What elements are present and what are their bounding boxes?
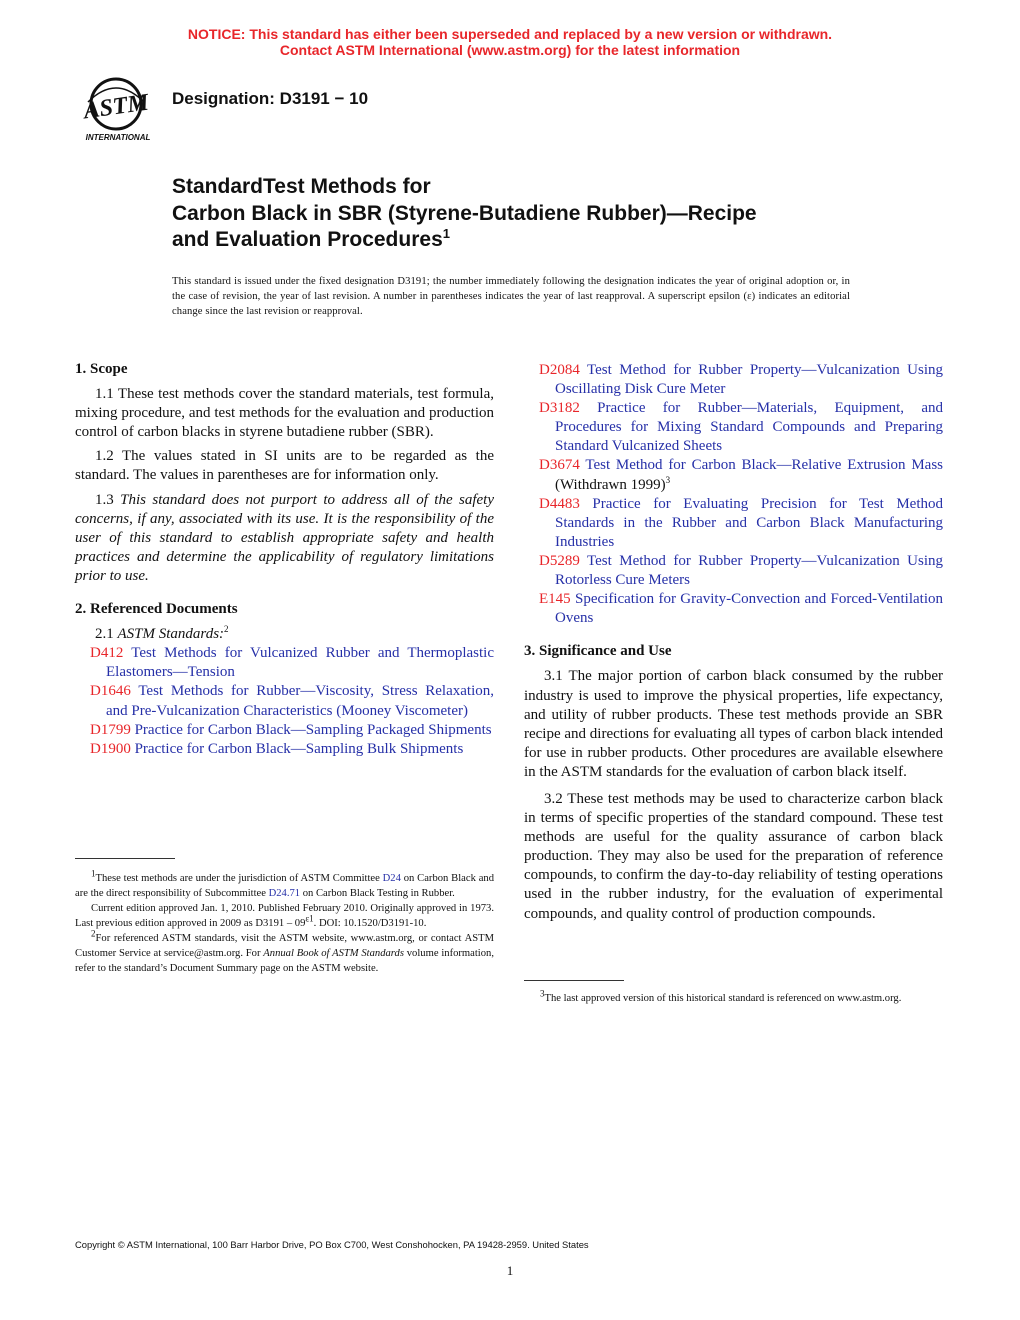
- title-line-3: [172, 227, 872, 254]
- left-column: [75, 360, 494, 759]
- withdrawal-notice: [0, 26, 1020, 58]
- scope-1-1: 1.1 These test methods cover the standard materials, test formula, mixing procedure, and test methods for the evaluation and production control of carbon blacks in styrene butadiene rubber (SBR).: [75, 386, 494, 441]
- significance-3-2: 3.2 These test methods may be used to characterize carbon black in terms of specific properties of the standard compound. These test methods are useful for the quality assurance of carbon black production. They may also be used for the preparation of reference compounds, to confirm the day-to-day reliability of testing operations used in the rubber industry, for the evaluation of experimental compounds, and quality control of production compounds.: [524, 790, 943, 922]
- ref-title[interactable]: Test Methods for Rubber—Viscosity, Stress Relaxation, and Pre-Vulcanization Characteristics (Mooney Viscometer): [106, 683, 494, 719]
- ref-code[interactable]: D3674: [539, 457, 580, 474]
- ref-title[interactable]: Practice for Evaluating Precision for Test Method Standards in the Rubber and Carbon Black Manufacturing Industries: [555, 495, 943, 550]
- notice-line-2: Contact ASTM International (www.astm.org) for the latest information: [279, 42, 741, 58]
- footnote-text: [524, 988, 943, 1006]
- document-title: [172, 174, 872, 254]
- page-number: 1: [506, 1263, 514, 1278]
- notice-line-1: NOTICE: This standard has either been superseded and replaced by a new version or withdrawn.: [187, 26, 833, 42]
- scope-1-3-num: 1.3: [95, 491, 114, 508]
- ref-code[interactable]: D4483: [539, 495, 580, 512]
- ref-item-d4483[interactable]: [524, 495, 943, 552]
- fn1-mark: 1: [91, 868, 96, 879]
- ref-item-d5289[interactable]: [524, 552, 943, 590]
- ref-withdrawn: (Withdrawn 1999): [555, 476, 666, 493]
- footnote-rule: [524, 980, 624, 981]
- issued-note: This standard is issued under the fixed designation D3191; the number immediately following the designation indicates the year of original adoption or, in the case of revision, the year of last revision. A number in parentheses indicates the year of last reapproval. A superscript epsilon (ε) indicates an editorial change since the last revision or reapproval.: [172, 276, 850, 317]
- footnote-rule: [75, 858, 175, 859]
- ref-title[interactable]: Specification for Gravity-Convection and Forced-Ventilation Ovens: [555, 591, 944, 627]
- fn2-a: For referenced ASTM standards, visit the ASTM website, www.astm.org, or contact ASTM Customer Service at service@astm.org. For: [75, 933, 494, 959]
- title-line-2: Carbon Black in SBR (Styrene-Butadiene Rubber)—Recipe: [172, 201, 757, 225]
- ref-code[interactable]: D1646: [90, 683, 131, 700]
- fn2-mark: 2: [91, 928, 96, 939]
- fn3-text: The last approved version of this historical standard is referenced on www.astm.org.: [544, 993, 902, 1004]
- sub-num: 2.1: [95, 626, 114, 643]
- ref-item-d412[interactable]: [75, 644, 494, 682]
- fn2-b: volume information, refer to the standard’s Document Summary page on the ASTM website.: [75, 948, 494, 974]
- ref-title[interactable]: Practice for Carbon Black—Sampling Bulk Shipments: [134, 740, 464, 757]
- refdocs-heading: 2. Referenced Documents: [75, 601, 238, 618]
- footnotes-right: [524, 980, 943, 1006]
- ref-item-d3182[interactable]: [524, 399, 943, 456]
- ref-title[interactable]: Practice for Rubber—Materials, Equipment, and Procedures for Mixing Standard Compounds and Preparing Standard Vulcanized Sheets: [555, 400, 944, 455]
- fn1-c: on Carbon Black Testing in Rubber.: [300, 888, 455, 899]
- right-column: [524, 361, 943, 924]
- ref-code[interactable]: E145: [539, 591, 571, 608]
- footnote-1-edition: [75, 901, 494, 931]
- ref-item-d2084[interactable]: [524, 361, 943, 399]
- astm-logo: [76, 76, 162, 144]
- ref-item-d3674[interactable]: [524, 456, 943, 494]
- ref-title[interactable]: Test Method for Rubber Property—Vulcanization Using Oscillating Disk Cure Meter: [555, 362, 943, 398]
- footnote-2: [75, 928, 494, 976]
- scope-heading: 1. Scope: [75, 361, 128, 377]
- astm-standards-label: [75, 625, 494, 644]
- scope-1-3: [75, 491, 494, 586]
- fn2-italic: Annual Book of ASTM Standards: [263, 948, 404, 959]
- ref-code[interactable]: D1799: [90, 721, 131, 738]
- ref-item-d1799[interactable]: [75, 721, 494, 740]
- ref-title[interactable]: Test Method for Carbon Black—Relative Extrusion Mass: [585, 457, 943, 474]
- title-line-1: StandardTest Methods for: [172, 175, 431, 198]
- ref-footnote-mark: 3: [665, 474, 671, 485]
- title-footnote-mark: 1: [442, 226, 450, 241]
- sub-mark: 2: [224, 624, 229, 635]
- ref-code[interactable]: D2084: [539, 362, 580, 378]
- fn1-a: These test methods are under the jurisdiction of ASTM Committee: [95, 873, 383, 884]
- footnotes-left: [75, 858, 494, 976]
- logo-wordmark: ASTM: [81, 89, 151, 125]
- ref-code[interactable]: D412: [90, 645, 124, 662]
- footnote-1: [75, 868, 494, 901]
- fn1-edition-b: . DOI: 10.1520/D3191-10.: [313, 918, 427, 929]
- fn1-b: on Carbon Black and are the direct responsibility of Subcommittee: [75, 873, 494, 899]
- ref-title[interactable]: Practice for Carbon Black—Sampling Packaged Shipments: [134, 721, 492, 738]
- fn1-edition-a: Current edition approved Jan. 1, 2010. Published February 2010. Originally approved in 1973. Last previous edition approved in 2009 as D3191 – 09: [75, 903, 494, 929]
- ref-item-d1646[interactable]: [75, 682, 494, 720]
- subcommittee-link[interactable]: D24.71: [268, 888, 301, 899]
- logo-subtitle: INTERNATIONAL: [85, 133, 151, 142]
- footnote-3: [524, 988, 943, 1006]
- footnote-text: [75, 868, 494, 976]
- significance-3-1: 3.1 The major portion of carbon black consumed by the rubber industry is used to improve the physical properties, life expectancy, and utility of rubber products. These test methods provide an SBR recipe and directions for evaluating all types of carbon black intended for use in rubber products. Other procedures are available elsewhere in the ASTM standards for the evaluation of carbon black itself.: [524, 668, 944, 780]
- ref-item-d1900[interactable]: [75, 740, 494, 759]
- fn3-mark: 3: [540, 988, 545, 999]
- copyright-line: Copyright © ASTM International, 100 Barr Harbor Drive, PO Box C700, West Conshohocken, PA 19428-2959. United States: [75, 1239, 589, 1250]
- ref-title[interactable]: Test Methods for Vulcanized Rubber and Thermoplastic Elastomers—Tension: [106, 645, 495, 681]
- ref-item-e145[interactable]: [524, 590, 943, 628]
- title-line-3-text: and Evaluation Procedures: [172, 228, 443, 251]
- ref-code[interactable]: D5289: [539, 552, 580, 569]
- ref-title[interactable]: Test Method for Rubber Property—Vulcanization Using Rotorless Cure Meters: [555, 552, 943, 589]
- committee-link[interactable]: D24: [382, 873, 401, 884]
- ref-code[interactable]: D1900: [90, 740, 131, 757]
- scope-1-2: 1.2 The values stated in SI units are to be regarded as the standard. The values in parentheses are for information only.: [75, 448, 494, 484]
- sub-label: ASTM Standards:: [117, 626, 225, 643]
- designation: Designation: D3191 − 10: [172, 89, 369, 108]
- significance-heading: 3. Significance and Use: [524, 643, 672, 660]
- ref-code[interactable]: D3182: [539, 400, 580, 417]
- fn1-epsilon: ε1: [305, 913, 314, 924]
- scope-1-3-text: This standard does not purport to address all of the safety concerns, if any, associated with its use. It is the responsibility of the user of this standard to establish appropriate safety and health practices and determine the applicability of regulatory limitations prior to use.: [75, 491, 495, 584]
